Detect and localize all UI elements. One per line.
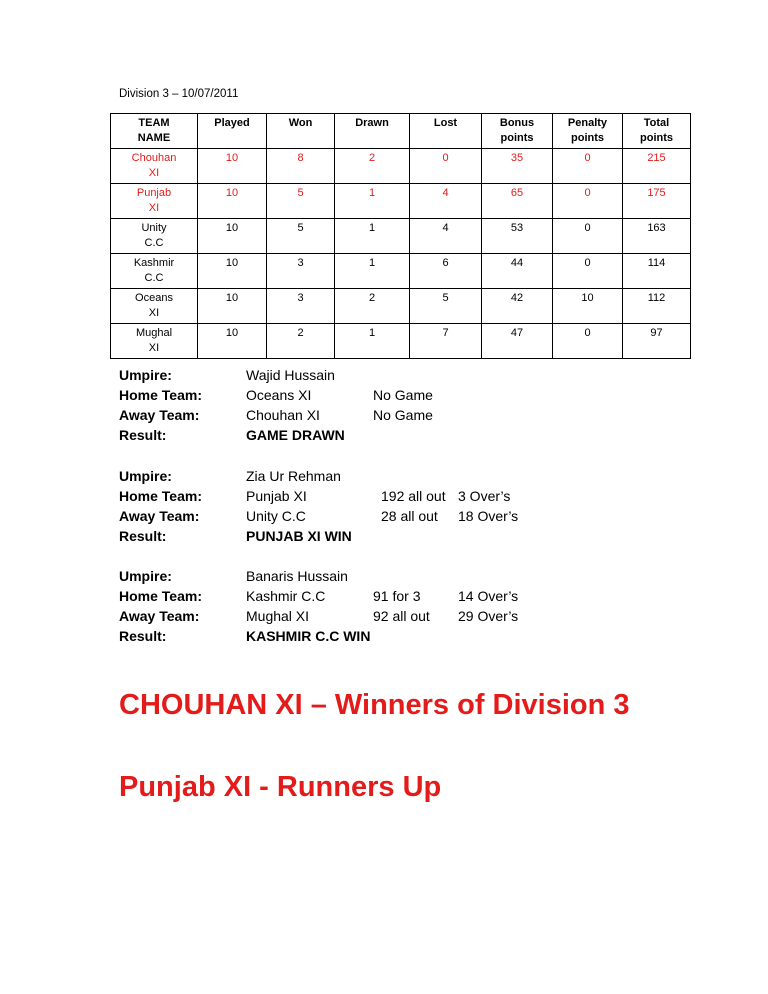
away-score: 28 all out bbox=[381, 508, 438, 524]
cell-team-name: Oceans XI bbox=[111, 289, 198, 324]
cell-won: 2 bbox=[267, 324, 335, 359]
cell-won: 8 bbox=[267, 149, 335, 184]
cell-total-points: 163 bbox=[623, 219, 691, 254]
cell-penalty-points: 0 bbox=[553, 254, 623, 289]
cell-lost: 4 bbox=[410, 219, 482, 254]
table-row bbox=[111, 184, 691, 219]
match-result: KASHMIR C.C WIN bbox=[246, 628, 371, 644]
cell-team-name: Chouhan XI bbox=[111, 149, 198, 184]
away-team-label: Away Team: bbox=[119, 608, 200, 624]
league-table bbox=[110, 113, 691, 359]
header-bonus-points: Bonus points bbox=[482, 114, 553, 149]
umpire-name: Wajid Hussain bbox=[246, 367, 335, 383]
cell-won: 3 bbox=[267, 289, 335, 324]
away-team: Chouhan XI bbox=[246, 407, 320, 423]
runners-up-heading: Punjab XI - Runners Up bbox=[119, 771, 442, 803]
cell-lost: 7 bbox=[410, 324, 482, 359]
cell-lost: 0 bbox=[410, 149, 482, 184]
table-header-row bbox=[111, 114, 691, 149]
away-team-label: Away Team: bbox=[119, 508, 200, 524]
cell-bonus-points: 42 bbox=[482, 289, 553, 324]
cell-bonus-points: 35 bbox=[482, 149, 553, 184]
match-result: GAME DRAWN bbox=[246, 427, 345, 443]
home-team-label: Home Team: bbox=[119, 387, 202, 403]
document-title: Division 3 – 10/07/2011 bbox=[119, 88, 239, 100]
cell-played: 10 bbox=[198, 254, 267, 289]
header-drawn: Drawn bbox=[335, 114, 410, 149]
match-1 bbox=[119, 365, 619, 445]
cell-penalty-points: 0 bbox=[553, 219, 623, 254]
away-overs: 29 Over’s bbox=[458, 608, 519, 624]
home-team: Oceans XI bbox=[246, 387, 312, 403]
umpire-name: Zia Ur Rehman bbox=[246, 468, 341, 484]
result-label: Result: bbox=[119, 528, 167, 544]
cell-played: 10 bbox=[198, 219, 267, 254]
cell-team-name: Unity C.C bbox=[111, 219, 198, 254]
result-label: Result: bbox=[119, 628, 167, 644]
cell-bonus-points: 65 bbox=[482, 184, 553, 219]
cell-lost: 5 bbox=[410, 289, 482, 324]
away-overs: 18 Over’s bbox=[458, 508, 519, 524]
header-total-points: Total points bbox=[623, 114, 691, 149]
cell-penalty-points: 0 bbox=[553, 324, 623, 359]
result-label: Result: bbox=[119, 427, 167, 443]
home-team: Kashmir C.C bbox=[246, 588, 326, 604]
cell-played: 10 bbox=[198, 149, 267, 184]
cell-penalty-points: 10 bbox=[553, 289, 623, 324]
cell-drawn: 1 bbox=[335, 324, 410, 359]
home-team: Punjab XI bbox=[246, 488, 307, 504]
header-team-name: TEAM NAME bbox=[111, 114, 198, 149]
table-row bbox=[111, 254, 691, 289]
home-score: No Game bbox=[373, 387, 433, 403]
winners-heading: CHOUHAN XI – Winners of Division 3 bbox=[119, 689, 630, 721]
away-team: Unity C.C bbox=[246, 508, 306, 524]
cell-won: 5 bbox=[267, 184, 335, 219]
cell-penalty-points: 0 bbox=[553, 149, 623, 184]
cell-won: 5 bbox=[267, 219, 335, 254]
cell-lost: 4 bbox=[410, 184, 482, 219]
home-score: 192 all out bbox=[381, 488, 446, 504]
cell-played: 10 bbox=[198, 184, 267, 219]
cell-drawn: 1 bbox=[335, 184, 410, 219]
home-team-label: Home Team: bbox=[119, 488, 202, 504]
umpire-name: Banaris Hussain bbox=[246, 568, 348, 584]
away-score: 92 all out bbox=[373, 608, 430, 624]
umpire-label: Umpire: bbox=[119, 568, 172, 584]
header-won: Won bbox=[267, 114, 335, 149]
cell-drawn: 1 bbox=[335, 254, 410, 289]
cell-total-points: 112 bbox=[623, 289, 691, 324]
cell-team-name: Punjab XI bbox=[111, 184, 198, 219]
home-score: 91 for 3 bbox=[373, 588, 421, 604]
home-team-label: Home Team: bbox=[119, 588, 202, 604]
away-team: Mughal XI bbox=[246, 608, 310, 624]
cell-total-points: 175 bbox=[623, 184, 691, 219]
cell-bonus-points: 44 bbox=[482, 254, 553, 289]
cell-total-points: 114 bbox=[623, 254, 691, 289]
cell-team-name: Mughal XI bbox=[111, 324, 198, 359]
match-2 bbox=[119, 466, 619, 546]
header-played: Played bbox=[198, 114, 267, 149]
cell-won: 3 bbox=[267, 254, 335, 289]
match-3 bbox=[119, 566, 619, 646]
cell-drawn: 2 bbox=[335, 289, 410, 324]
cell-drawn: 2 bbox=[335, 149, 410, 184]
header-lost: Lost bbox=[410, 114, 482, 149]
cell-drawn: 1 bbox=[335, 219, 410, 254]
table-row bbox=[111, 289, 691, 324]
umpire-label: Umpire: bbox=[119, 468, 172, 484]
away-score: No Game bbox=[373, 407, 433, 423]
home-overs: 3 Over’s bbox=[458, 488, 511, 504]
cell-lost: 6 bbox=[410, 254, 482, 289]
cell-played: 10 bbox=[198, 289, 267, 324]
home-overs: 14 Over’s bbox=[458, 588, 519, 604]
cell-team-name: Kashmir C.C bbox=[111, 254, 198, 289]
table-row bbox=[111, 149, 691, 184]
cell-bonus-points: 53 bbox=[482, 219, 553, 254]
away-team-label: Away Team: bbox=[119, 407, 200, 423]
umpire-label: Umpire: bbox=[119, 367, 172, 383]
cell-total-points: 97 bbox=[623, 324, 691, 359]
cell-penalty-points: 0 bbox=[553, 184, 623, 219]
cell-total-points: 215 bbox=[623, 149, 691, 184]
table-row bbox=[111, 219, 691, 254]
header-penalty-points: Penalty points bbox=[553, 114, 623, 149]
table-row bbox=[111, 324, 691, 359]
cell-bonus-points: 47 bbox=[482, 324, 553, 359]
cell-played: 10 bbox=[198, 324, 267, 359]
match-result: PUNJAB XI WIN bbox=[246, 528, 352, 544]
